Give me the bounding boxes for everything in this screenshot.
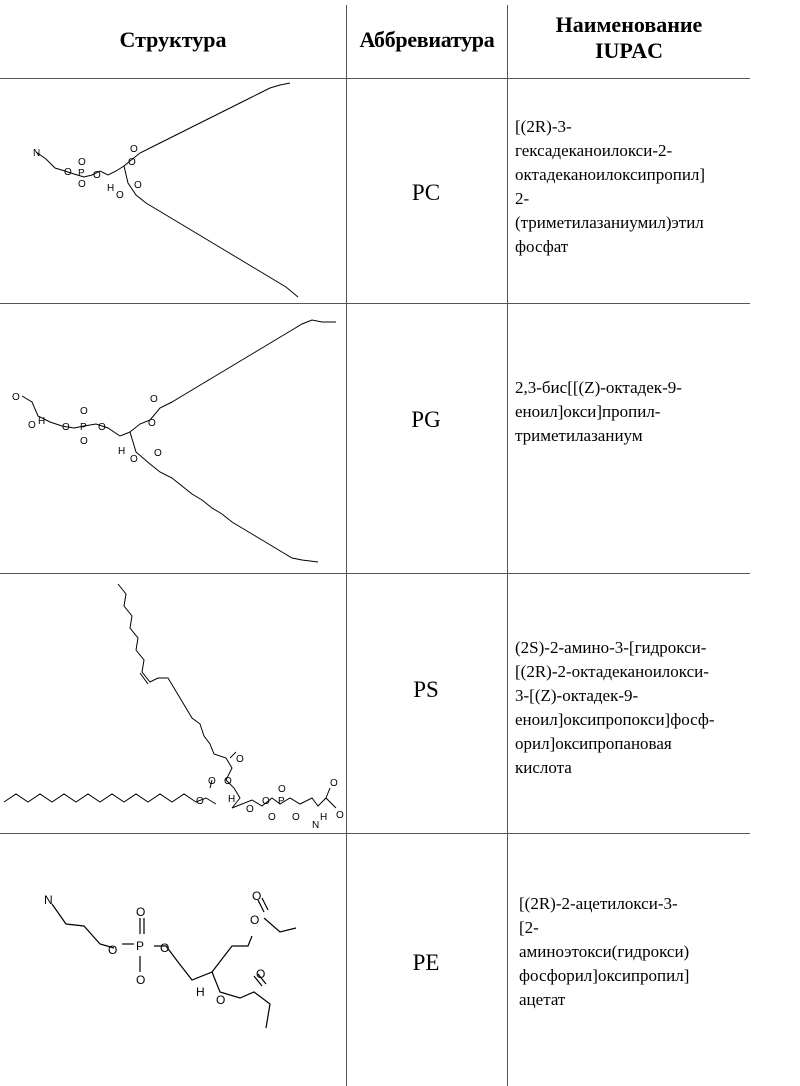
atom-h: H — [107, 183, 115, 194]
atom-o7: O — [116, 190, 124, 201]
atom-p: P — [136, 939, 145, 953]
atom-p: P — [78, 168, 85, 179]
atom-o10: O — [330, 778, 338, 789]
header-iupac-line2: IUPAC — [594, 38, 664, 63]
atom-o8: O — [268, 812, 276, 823]
atom-h2: H — [320, 812, 328, 823]
atom-o5: O — [246, 804, 254, 815]
iupac-ps-line: (2S)-2-амино-3-[гидрокси- — [515, 638, 707, 657]
atom-o7: O — [216, 993, 226, 1007]
iupac-ps-line: [(2R)-2-октадеканоилокси- — [515, 662, 709, 681]
header-iupac — [508, 12, 750, 64]
iupac-pc-line: 2- — [515, 189, 530, 208]
atom-oh: O — [28, 420, 36, 431]
iupac-pe-line: [2- — [519, 918, 539, 937]
atom-o11: O — [336, 810, 344, 821]
atom-o4: O — [80, 436, 88, 447]
iupac-ps — [515, 636, 755, 780]
iupac-pe — [519, 892, 759, 1012]
atom-o3: O — [80, 406, 88, 417]
atom-o3: O — [208, 776, 216, 787]
atom-o2: O — [62, 422, 70, 433]
structure-pc — [0, 79, 345, 303]
iupac-pc-line: фосфат — [515, 237, 569, 256]
abbr-pc: PC — [411, 180, 441, 205]
iupac-pg-line: еноил]окси]пропил- — [515, 402, 661, 421]
structure-pg — [0, 304, 345, 573]
iupac-pe-line: ацетат — [519, 990, 566, 1009]
table-divider-col2 — [507, 5, 508, 1086]
atom-o4: O — [160, 941, 170, 955]
iupac-ps-line: орил]оксипропановая — [515, 734, 672, 753]
atom-o5: O — [250, 913, 260, 927]
iupac-pc-line: октадеканоилоксипропил] — [515, 165, 706, 184]
atom-h1: H — [228, 794, 236, 805]
iupac-pe-line: [(2R)-2-ацетилокси-3- — [519, 894, 678, 913]
atom-o6: O — [148, 418, 156, 429]
atom-o1: O — [64, 167, 72, 178]
atom-o1: O — [12, 392, 20, 403]
atom-h2: H — [118, 446, 126, 457]
structure-ps — [0, 574, 345, 833]
iupac-pg-line: 2,3-бис[[(Z)-октадек-9- — [515, 378, 682, 397]
atom-o8: O — [134, 180, 142, 191]
atom-n: N — [33, 148, 41, 159]
atom-o8: O — [130, 454, 138, 465]
iupac-pc — [515, 115, 755, 259]
atom-p: P — [80, 422, 87, 433]
atom-o5: O — [98, 422, 106, 433]
iupac-ps-line: еноил]оксипропокси]фосф- — [515, 710, 715, 729]
atom-o3: O — [78, 179, 86, 190]
atom-n: N — [312, 820, 320, 831]
atom-h1: H — [38, 416, 46, 427]
header-structure: Структура — [119, 27, 227, 52]
atom-o2: O — [78, 157, 86, 168]
iupac-pc-line: [(2R)-3- — [515, 117, 572, 136]
abbr-ps: PS — [413, 677, 439, 702]
atom-n: N — [44, 893, 53, 907]
atom-o9: O — [154, 448, 162, 459]
iupac-pg — [515, 376, 755, 448]
abbr-pe: PE — [412, 950, 440, 975]
iupac-ps-line: кислота — [515, 758, 572, 777]
atom-o4: O — [93, 170, 101, 181]
abbr-pg: PG — [411, 407, 441, 432]
iupac-pc-line: гексадеканоилокси-2- — [515, 141, 673, 160]
structure-pe — [0, 834, 345, 1086]
atom-o1: O — [236, 754, 244, 765]
atom-o6: O — [252, 889, 262, 903]
atom-o9: O — [292, 812, 300, 823]
atom-o2: O — [136, 905, 146, 919]
iupac-pe-line: фосфорил]оксипропил] — [519, 966, 690, 985]
iupac-pc-line: (триметилазаниумил)этил — [515, 213, 704, 232]
iupac-ps-line: 3-[(Z)-октадек-9- — [515, 686, 639, 705]
atom-o7: O — [278, 784, 286, 795]
atom-o6: O — [262, 796, 270, 807]
atom-o3: O — [136, 973, 146, 987]
atom-o2: O — [224, 776, 232, 787]
header-iupac-line1: Наименование — [555, 12, 703, 37]
atom-o6: O — [130, 144, 138, 155]
iupac-pg-line: триметилазаниум — [515, 426, 643, 445]
atom-o8: O — [256, 967, 266, 981]
iupac-pe-line: аминоэтокси(гидрокси) — [519, 942, 690, 961]
atom-h: H — [196, 985, 205, 999]
table-divider-col1 — [346, 5, 347, 1086]
atom-o7: O — [150, 394, 158, 405]
atom-p: P — [278, 796, 285, 807]
atom-o4: O — [196, 796, 204, 807]
header-abbreviation: Аббревиатура — [359, 27, 495, 52]
atom-o1: O — [108, 943, 118, 957]
atom-o5: O — [128, 157, 136, 168]
